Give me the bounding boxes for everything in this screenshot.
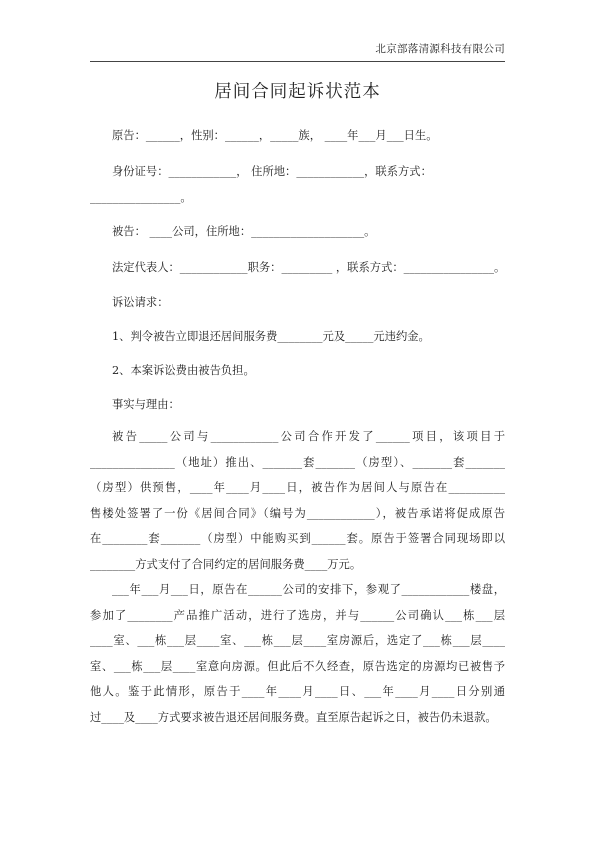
paragraph-line: ____室、___栋___层____室、___栋___层____室房源后，选定了___栋___层____ (90, 634, 505, 647)
company-name: 北京部落清源科技有限公司 (375, 43, 505, 55)
paragraph-line: 参加了________产品推广活动，进行了选房，并与______公司确认___栋___层 (90, 608, 505, 622)
paragraph-line: （房型）供预售，____年____月____日，被告作为居间人与原告在__________ (90, 481, 505, 494)
paragraph-line: 被告_____公司与____________公司合作开发了______项目，该项目于 (112, 430, 505, 443)
facts-paragraph-2 (90, 577, 505, 730)
claims-heading: 诉讼请求： (112, 296, 169, 309)
paragraph-line: 室、___栋___层____室意向房源。但此后不久经查，原告选定的房源均已被售予 (90, 659, 505, 673)
header-rule (90, 61, 505, 62)
defendant-line: 被告： ____公司，住所地：____________________。 (112, 225, 376, 238)
id-line: 身份证号：____________， 住所地：____________，联系方式： (112, 165, 432, 178)
plaintiff-line: 原告：______，性别：______，_____族， ____年___月___日生。 (112, 129, 438, 142)
claim-1: 1、判令被告立即退还居间服务费________元及_____元违约金。 (112, 330, 430, 343)
paragraph-line: ________方式支付了合同约定的居间服务费____万元。 (90, 557, 362, 571)
facts-heading: 事实与理由： (112, 398, 180, 411)
paragraph-line: ___年___月___日，原告在______公司的安排下，参观了____________楼盘， (112, 583, 505, 596)
paragraph-line: 他人。鉴于此情形，原告于____年____月____日、___年____月____日分别通 (90, 685, 505, 698)
facts-paragraph-1 (90, 424, 505, 577)
paragraph-line: 过____及____方式要求被告退还居间服务费。直至原告起诉之日，被告仍未退款。 (90, 710, 497, 724)
legal-representative-line: 法定代表人：____________职务：_________ ，联系方式：________________。 (112, 261, 506, 274)
paragraph-line: 在________套_______（房型）中能购买到______套。原告于签署合同现场即以 (90, 532, 505, 545)
document-title: 居间合同起诉状范本 (214, 82, 381, 102)
paragraph-line: 售楼处签署了一份《居间合同》（编号为____________），被告承诺将促成原告 (90, 506, 505, 520)
claim-2: 2、本案诉讼费由被告负担。 (112, 364, 255, 377)
id-line-continued: ________________。 (90, 191, 192, 204)
paragraph-line: _______________（地址）推出、_______套_______（房型）、_______套_______ (90, 455, 505, 469)
